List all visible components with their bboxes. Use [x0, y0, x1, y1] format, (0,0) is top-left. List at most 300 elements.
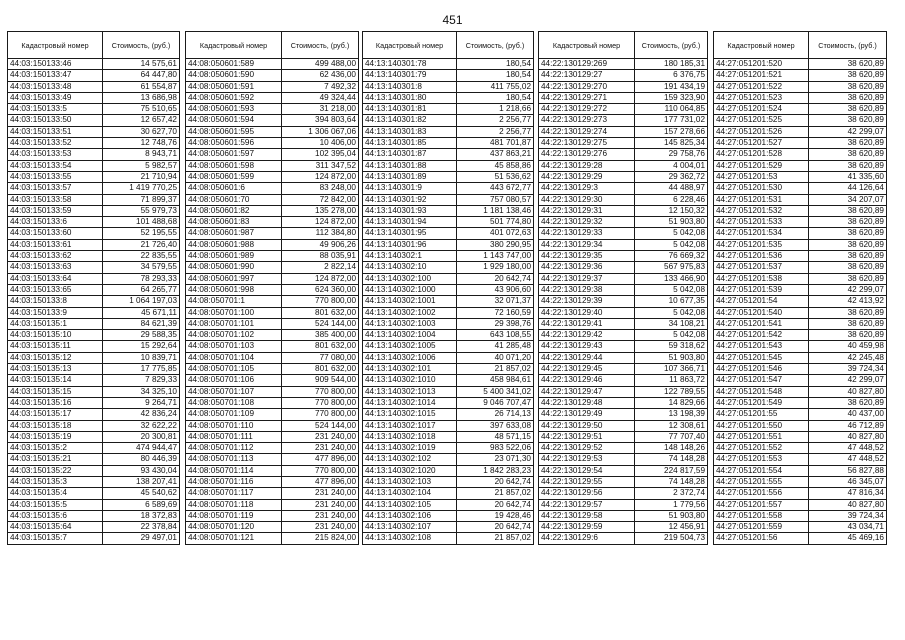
cadastral-number-cell: 44:08:050701:106: [186, 375, 282, 386]
cost-cell: 124 872,00: [282, 217, 359, 228]
cadastral-number-cell: 44:27:051201:56: [714, 533, 809, 544]
table-row: [539, 138, 708, 149]
cost-cell: 72 842,00: [282, 194, 359, 205]
cadastral-number-cell: 44:03:150135:19: [8, 431, 103, 442]
cost-cell: 157 278,66: [635, 126, 708, 137]
table-row: [8, 443, 180, 454]
table-row: [539, 126, 708, 137]
cadastral-number-cell: 44:13:140302:1017: [363, 420, 457, 431]
cost-cell: 101 488,68: [103, 217, 180, 228]
column-header-cost: Стоимость, (руб.): [103, 32, 180, 59]
table-row: [186, 239, 359, 250]
cost-cell: 458 984,61: [457, 375, 534, 386]
table-row: [363, 488, 534, 499]
table-row: [8, 431, 180, 442]
cost-cell: 56 827,88: [809, 465, 887, 476]
cost-cell: 80 446,39: [103, 454, 180, 465]
table-row: [186, 104, 359, 115]
cost-cell: 1 929 180,00: [457, 262, 534, 273]
cost-cell: 77 080,00: [282, 352, 359, 363]
table-row: [363, 171, 534, 182]
table-row: [539, 375, 708, 386]
cost-cell: 44 488,97: [635, 183, 708, 194]
cadastral-number-cell: 44:03:150133:52: [8, 138, 103, 149]
cadastral-number-cell: 44:27:051201:546: [714, 364, 809, 375]
cadastral-number-cell: 44:03:150133:55: [8, 171, 103, 182]
table-row: [8, 330, 180, 341]
table-row: [539, 522, 708, 533]
table-row: [8, 488, 180, 499]
cost-cell: 21 726,40: [103, 239, 180, 250]
cadastral-number-cell: 44:03:150133:5: [8, 104, 103, 115]
table-row: [714, 115, 887, 126]
table-row: [539, 431, 708, 442]
cadastral-number-cell: 44:27:051201:548: [714, 386, 809, 397]
table-row: [186, 160, 359, 171]
cost-cell: 38 620,89: [809, 81, 887, 92]
cost-cell: 10 406,00: [282, 138, 359, 149]
cost-cell: 10 677,35: [635, 296, 708, 307]
cadastral-number-cell: 44:22:130129:274: [539, 126, 635, 137]
table-row: [186, 115, 359, 126]
cadastral-number-cell: 44:27:051201:528: [714, 149, 809, 160]
table-row: [714, 409, 887, 420]
cadastral-number-cell: 44:03:150135:14: [8, 375, 103, 386]
table-row: [363, 194, 534, 205]
cadastral-number-cell: 44:13:140302:1010: [363, 375, 457, 386]
table-row: [539, 81, 708, 92]
cadastral-number-cell: 44:27:051201:551: [714, 431, 809, 442]
table-row: [8, 296, 180, 307]
cadastral-number-cell: 44:27:051201:537: [714, 262, 809, 273]
cost-cell: 40 437,00: [809, 409, 887, 420]
cadastral-number-cell: 44:08:050701:105: [186, 364, 282, 375]
column-header-cost: Стоимость, (руб.): [635, 32, 708, 59]
table-row: [8, 307, 180, 318]
cadastral-number-cell: 44:13:140301:88: [363, 160, 457, 171]
cost-cell: 31 218,00: [282, 104, 359, 115]
cadastral-number-cell: 44:08:050701:116: [186, 476, 282, 487]
cost-cell: 38 620,89: [809, 228, 887, 239]
cadastral-number-cell: 44:27:051201:541: [714, 318, 809, 329]
cost-cell: 45 540,62: [103, 488, 180, 499]
column-header-cost: Стоимость, (руб.): [282, 32, 359, 59]
table-row: [8, 251, 180, 262]
cadastral-number-cell: 44:03:150135:17: [8, 409, 103, 420]
cost-cell: 180,54: [457, 92, 534, 103]
cadastral-number-cell: 44:27:051201:536: [714, 251, 809, 262]
table-row: [539, 92, 708, 103]
table-row: [363, 364, 534, 375]
table-row: [363, 409, 534, 420]
cost-cell: 177 731,02: [635, 115, 708, 126]
table-row: [363, 149, 534, 160]
cadastral-number-cell: 44:08:050601:990: [186, 262, 282, 273]
cadastral-number-cell: 44:13:140301:95: [363, 228, 457, 239]
table-row: [8, 284, 180, 295]
table-row: [186, 364, 359, 375]
cost-cell: 71 899,37: [103, 194, 180, 205]
cadastral-number-cell: 44:22:130129:40: [539, 307, 635, 318]
table-row: [186, 228, 359, 239]
cadastral-number-cell: 44:13:140301:82: [363, 115, 457, 126]
table-row: [186, 352, 359, 363]
cadastral-number-cell: 44:27:051201:532: [714, 205, 809, 216]
cadastral-number-cell: 44:08:050701:118: [186, 499, 282, 510]
cost-cell: 474 944,47: [103, 443, 180, 454]
table-row: [8, 465, 180, 476]
cadastral-number-cell: 44:13:140302:100: [363, 273, 457, 284]
table-row: [539, 251, 708, 262]
table-row: [539, 465, 708, 476]
table-row: [363, 115, 534, 126]
cadastral-number-cell: 44:08:050601:599: [186, 171, 282, 182]
table-row: [8, 70, 180, 81]
cost-cell: 2 256,77: [457, 115, 534, 126]
cost-cell: 770 800,00: [282, 465, 359, 476]
table-row: [186, 262, 359, 273]
cadastral-number-cell: 44:08:050701:102: [186, 330, 282, 341]
table-row: [539, 70, 708, 81]
cadastral-number-cell: 44:03:150133:59: [8, 205, 103, 216]
cost-cell: 51 903,80: [635, 352, 708, 363]
cost-cell: 231 240,00: [282, 443, 359, 454]
cadastral-number-cell: 44:08:050701:119: [186, 510, 282, 521]
cadastral-number-cell: 44:03:150133:54: [8, 160, 103, 171]
column-header-cadastral: Кадастровый номер: [363, 32, 457, 59]
table-row: [363, 386, 534, 397]
cost-cell: 52 195,55: [103, 228, 180, 239]
cadastral-table-2: [185, 31, 359, 545]
table-row: [8, 92, 180, 103]
cost-cell: 394 803,64: [282, 115, 359, 126]
table-row: [8, 375, 180, 386]
column-header-cost: Стоимость, (руб.): [809, 32, 887, 59]
cadastral-number-cell: 44:08:050601:597: [186, 149, 282, 160]
cost-cell: 231 240,00: [282, 499, 359, 510]
table-row: [363, 284, 534, 295]
table-row: [186, 138, 359, 149]
cost-cell: 45 671,11: [103, 307, 180, 318]
cadastral-number-cell: 44:22:130129:41: [539, 318, 635, 329]
cost-cell: 1 419 770,25: [103, 183, 180, 194]
cost-cell: 9 046 707,47: [457, 397, 534, 408]
cost-cell: 29 588,35: [103, 330, 180, 341]
table-row: [714, 364, 887, 375]
cadastral-number-cell: 44:13:140301:80: [363, 92, 457, 103]
cost-cell: 40 827,80: [809, 431, 887, 442]
cost-cell: 159 323,90: [635, 92, 708, 103]
cost-cell: 43 906,60: [457, 284, 534, 295]
table-row: [8, 194, 180, 205]
cadastral-table-3: [362, 31, 534, 545]
table-row: [539, 149, 708, 160]
table-row: [714, 171, 887, 182]
cost-cell: 801 632,00: [282, 364, 359, 375]
cadastral-number-cell: 44:22:130129:31: [539, 205, 635, 216]
table-row: [539, 533, 708, 544]
cost-cell: 983 522,06: [457, 443, 534, 454]
table-row: [539, 454, 708, 465]
cost-cell: 39 724,34: [809, 510, 887, 521]
cost-cell: 43 034,71: [809, 522, 887, 533]
cadastral-number-cell: 44:13:140302:1013: [363, 386, 457, 397]
cost-cell: 770 800,00: [282, 409, 359, 420]
table-row: [8, 104, 180, 115]
table-row: [714, 284, 887, 295]
cadastral-number-cell: 44:13:140301:96: [363, 239, 457, 250]
table-row: [186, 70, 359, 81]
cost-cell: 6 376,75: [635, 70, 708, 81]
cadastral-number-cell: 44:27:051201:550: [714, 420, 809, 431]
cost-cell: 41 285,48: [457, 341, 534, 352]
cost-cell: 38 620,89: [809, 138, 887, 149]
cost-cell: 311 347,52: [282, 160, 359, 171]
cadastral-number-cell: 44:27:051201:524: [714, 104, 809, 115]
table-row: [539, 488, 708, 499]
header-row: [363, 32, 534, 59]
cost-cell: 499 488,00: [282, 59, 359, 70]
table-row: [714, 465, 887, 476]
cadastral-number-cell: 44:03:150135:5: [8, 499, 103, 510]
cadastral-number-cell: 44:27:051201:549: [714, 397, 809, 408]
cadastral-number-cell: 44:03:150135:3: [8, 476, 103, 487]
cadastral-number-cell: 44:08:050701:121: [186, 533, 282, 544]
cost-cell: 7 829,33: [103, 375, 180, 386]
table-row: [714, 239, 887, 250]
cost-cell: 38 620,89: [809, 217, 887, 228]
cadastral-number-cell: 44:08:050601:987: [186, 228, 282, 239]
cadastral-number-cell: 44:27:051201:556: [714, 488, 809, 499]
cost-cell: 49 324,44: [282, 92, 359, 103]
cadastral-number-cell: 44:22:130129:275: [539, 138, 635, 149]
cadastral-number-cell: 44:03:150135:21: [8, 454, 103, 465]
table-row: [8, 126, 180, 137]
cadastral-number-cell: 44:13:140302:1003: [363, 318, 457, 329]
cost-cell: 10 839,71: [103, 352, 180, 363]
cost-cell: 12 308,61: [635, 420, 708, 431]
table-row: [539, 183, 708, 194]
cost-cell: 2 822,14: [282, 262, 359, 273]
table-row: [186, 488, 359, 499]
table-row: [363, 251, 534, 262]
cost-cell: 231 240,00: [282, 488, 359, 499]
cadastral-number-cell: 44:22:130129:44: [539, 352, 635, 363]
cadastral-number-cell: 44:03:150135:13: [8, 364, 103, 375]
cadastral-number-cell: 44:08:050701:111: [186, 431, 282, 442]
cost-cell: 1 143 747,00: [457, 251, 534, 262]
cost-cell: 6 228,46: [635, 194, 708, 205]
cadastral-number-cell: 44:03:150135:11: [8, 341, 103, 352]
table-row: [8, 364, 180, 375]
cadastral-number-cell: 44:13:140301:83: [363, 126, 457, 137]
header-row: [8, 32, 180, 59]
cost-cell: 47 448,52: [809, 454, 887, 465]
cadastral-number-cell: 44:08:050601:82: [186, 205, 282, 216]
table-row: [186, 522, 359, 533]
table-row: [8, 341, 180, 352]
cadastral-number-cell: 44:27:051201:525: [714, 115, 809, 126]
table-row: [714, 443, 887, 454]
cost-cell: 29 362,72: [635, 171, 708, 182]
cadastral-number-cell: 44:08:050701:100: [186, 307, 282, 318]
cost-cell: 47 448,52: [809, 443, 887, 454]
header-row: [539, 32, 708, 59]
cost-cell: 38 620,89: [809, 307, 887, 318]
table-row: [363, 228, 534, 239]
table-row: [8, 149, 180, 160]
table-row: [714, 228, 887, 239]
cadastral-number-cell: 44:08:050701:109: [186, 409, 282, 420]
cadastral-number-cell: 44:13:140302:107: [363, 522, 457, 533]
table-row: [363, 262, 534, 273]
cadastral-number-cell: 44:22:130129:52: [539, 443, 635, 454]
cadastral-number-cell: 44:27:051201:54: [714, 296, 809, 307]
cadastral-number-cell: 44:13:140302:1: [363, 251, 457, 262]
cost-cell: 481 701,87: [457, 138, 534, 149]
table-row: [714, 92, 887, 103]
cost-cell: 643 108,55: [457, 330, 534, 341]
cost-cell: 13 198,39: [635, 409, 708, 420]
cost-cell: 437 863,21: [457, 149, 534, 160]
table-row: [186, 375, 359, 386]
cadastral-number-cell: 44:13:140301:79: [363, 70, 457, 81]
cost-cell: 524 144,00: [282, 420, 359, 431]
cadastral-number-cell: 44:22:130129:58: [539, 510, 635, 521]
table-row: [186, 307, 359, 318]
column-header-cadastral: Кадастровый номер: [186, 32, 282, 59]
cost-cell: 231 240,00: [282, 431, 359, 442]
cadastral-number-cell: 44:22:130129:56: [539, 488, 635, 499]
cost-cell: 93 430,04: [103, 465, 180, 476]
table-row: [186, 284, 359, 295]
cadastral-number-cell: 44:27:051201:523: [714, 92, 809, 103]
cadastral-number-cell: 44:13:140302:101: [363, 364, 457, 375]
table-row: [186, 341, 359, 352]
cost-cell: 51 536,62: [457, 171, 534, 182]
cost-cell: 8 943,71: [103, 149, 180, 160]
table-row: [714, 454, 887, 465]
cadastral-number-cell: 44:13:140301:93: [363, 205, 457, 216]
table-row: [539, 318, 708, 329]
cost-cell: 124 872,00: [282, 273, 359, 284]
table-row: [186, 149, 359, 160]
cadastral-number-cell: 44:22:130129:51: [539, 431, 635, 442]
table-row: [363, 510, 534, 521]
table-row: [186, 431, 359, 442]
table-row: [363, 70, 534, 81]
cadastral-number-cell: 44:13:140301:85: [363, 138, 457, 149]
cadastral-number-cell: 44:27:051201:534: [714, 228, 809, 239]
table-row: [186, 386, 359, 397]
table-row: [8, 409, 180, 420]
cost-cell: 38 620,89: [809, 239, 887, 250]
table-row: [714, 59, 887, 70]
table-row: [714, 533, 887, 544]
cadastral-number-cell: 44:03:150135:10: [8, 330, 103, 341]
table-row: [363, 217, 534, 228]
cadastral-number-cell: 44:08:050601:998: [186, 284, 282, 295]
cadastral-number-cell: 44:22:130129:50: [539, 420, 635, 431]
cost-cell: 38 620,89: [809, 273, 887, 284]
cadastral-number-cell: 44:22:130129:273: [539, 115, 635, 126]
cost-cell: 22 378,84: [103, 522, 180, 533]
cadastral-number-cell: 44:27:051201:526: [714, 126, 809, 137]
cost-cell: 14 829,66: [635, 397, 708, 408]
cost-cell: 5 042,08: [635, 307, 708, 318]
cadastral-number-cell: 44:03:150133:63: [8, 262, 103, 273]
table-row: [714, 341, 887, 352]
table-row: [539, 499, 708, 510]
cadastral-number-cell: 44:08:050601:989: [186, 251, 282, 262]
cost-cell: 14 575,61: [103, 59, 180, 70]
table-row: [363, 81, 534, 92]
cost-cell: 19 428,46: [457, 510, 534, 521]
cadastral-number-cell: 44:08:050701:107: [186, 386, 282, 397]
table-row: [714, 431, 887, 442]
cost-cell: 477 896,00: [282, 454, 359, 465]
table-row: [186, 318, 359, 329]
cadastral-number-cell: 44:08:050701:103: [186, 341, 282, 352]
cadastral-number-cell: 44:22:130129:29: [539, 171, 635, 182]
cost-cell: 42 245,48: [809, 352, 887, 363]
cost-cell: 40 459,98: [809, 341, 887, 352]
cadastral-number-cell: 44:27:051201:545: [714, 352, 809, 363]
cadastral-number-cell: 44:03:150133:8: [8, 296, 103, 307]
cost-cell: 84 621,39: [103, 318, 180, 329]
table-row: [714, 476, 887, 487]
cadastral-number-cell: 44:27:051201:555: [714, 476, 809, 487]
table-row: [186, 205, 359, 216]
cadastral-number-cell: 44:13:140302:1000: [363, 284, 457, 295]
cost-cell: 20 642,74: [457, 476, 534, 487]
cost-cell: 49 906,26: [282, 239, 359, 250]
cadastral-number-cell: 44:03:150133:49: [8, 92, 103, 103]
cadastral-number-cell: 44:03:150133:62: [8, 251, 103, 262]
table-row: [363, 465, 534, 476]
table-row: [539, 386, 708, 397]
table-row: [8, 217, 180, 228]
cost-cell: 46 712,89: [809, 420, 887, 431]
cadastral-number-cell: 44:22:130129:37: [539, 273, 635, 284]
cost-cell: 45 858,86: [457, 160, 534, 171]
cadastral-number-cell: 44:08:050601:595: [186, 126, 282, 137]
cost-cell: 34 579,55: [103, 262, 180, 273]
cost-cell: 29 758,76: [635, 149, 708, 160]
cadastral-number-cell: 44:03:150135:64: [8, 522, 103, 533]
cost-cell: 770 800,00: [282, 296, 359, 307]
table-row: [539, 239, 708, 250]
cost-cell: 64 447,80: [103, 70, 180, 81]
cost-cell: 15 292,64: [103, 341, 180, 352]
cadastral-number-cell: 44:03:150135:4: [8, 488, 103, 499]
cadastral-number-cell: 44:27:051201:538: [714, 273, 809, 284]
cost-cell: 770 800,00: [282, 386, 359, 397]
cost-cell: 124 872,00: [282, 171, 359, 182]
cost-cell: 5 042,08: [635, 239, 708, 250]
cadastral-number-cell: 44:27:051201:522: [714, 81, 809, 92]
table-row: [539, 59, 708, 70]
cost-cell: 5 042,08: [635, 284, 708, 295]
cost-cell: 77 707,40: [635, 431, 708, 442]
cadastral-number-cell: 44:22:130129:28: [539, 160, 635, 171]
cadastral-number-cell: 44:13:140302:1018: [363, 431, 457, 442]
cost-cell: 1 842 283,23: [457, 465, 534, 476]
table-row: [186, 296, 359, 307]
cadastral-number-cell: 44:08:050701:112: [186, 443, 282, 454]
table-row: [539, 160, 708, 171]
table-row: [363, 318, 534, 329]
